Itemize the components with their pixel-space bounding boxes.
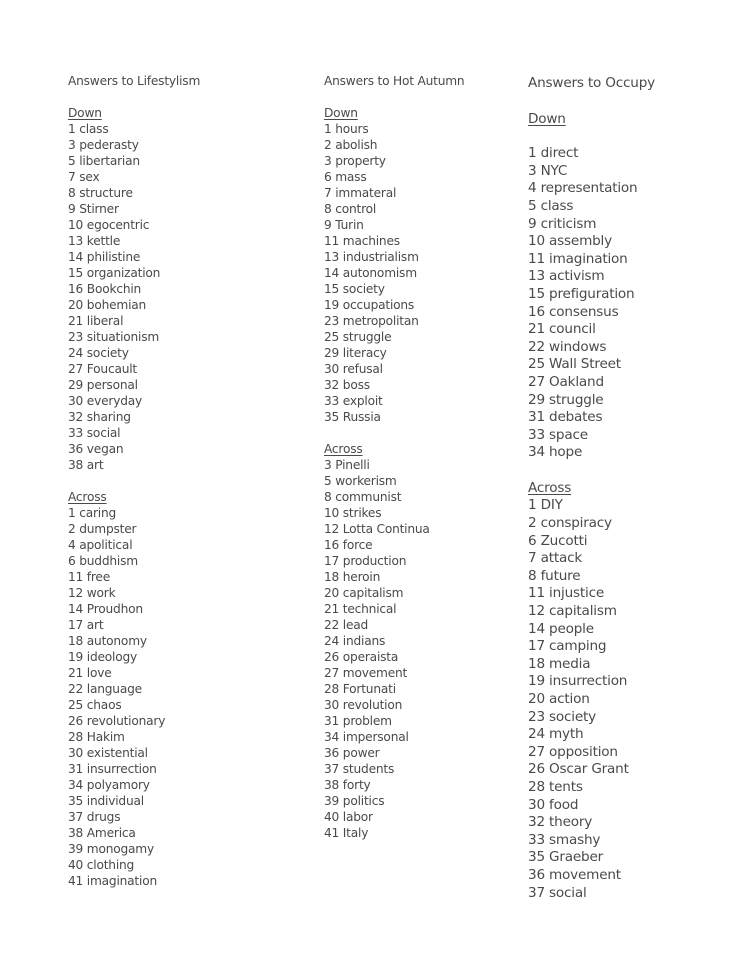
answer-item: 28 Hakim (68, 730, 125, 744)
occupy-title: Answers to Occupy (528, 75, 655, 91)
answer-item: 22 windows (528, 338, 607, 355)
answer-item: 30 food (528, 796, 579, 813)
answer-item: 31 insurrection (68, 762, 157, 776)
answer-item: 40 clothing (68, 858, 135, 872)
answer-item: 7 immateral (324, 186, 397, 200)
answer-item: 18 autonomy (68, 634, 147, 648)
occupy-down-list (528, 145, 738, 462)
answer-item: 2 abolish (324, 138, 378, 152)
answer-item: 9 criticism (528, 215, 597, 232)
answer-item: 22 language (68, 682, 142, 696)
answer-item: 33 smashy (528, 831, 601, 848)
lifestylism-down-list (68, 121, 298, 473)
answer-item: 35 Russia (324, 410, 381, 424)
answer-item: 10 egocentric (68, 218, 150, 232)
answer-item: 17 art (68, 618, 104, 632)
answer-item: 36 vegan (68, 442, 124, 456)
answer-item: 23 society (528, 708, 597, 725)
answer-item: 14 Proudhon (68, 602, 143, 616)
answer-item: 24 society (68, 346, 129, 360)
answer-item: 28 Fortunati (324, 682, 396, 696)
hot-autumn-across-section (324, 441, 524, 841)
answer-item: 28 tents (528, 778, 583, 795)
answer-item: 8 future (528, 567, 581, 584)
answer-item: 10 assembly (528, 233, 612, 250)
answer-item: 20 action (528, 691, 590, 707)
answer-item: 23 metropolitan (324, 314, 419, 328)
hot-autumn-title: Answers to Hot Autumn (324, 74, 465, 88)
answer-item: 27 Oakland (528, 373, 604, 390)
answer-item: 6 buddhism (68, 554, 138, 568)
answer-item: 7 attack (528, 550, 583, 567)
answer-item: 37 students (324, 762, 395, 776)
answer-item: 30 refusal (324, 362, 383, 376)
answer-item: 30 existential (68, 746, 148, 760)
answer-item: 14 autonomism (324, 266, 417, 280)
hot-autumn-across-heading: Across (324, 442, 363, 456)
answer-item: 27 movement (324, 666, 408, 680)
answer-item: 4 representation (528, 180, 638, 197)
answer-item: 22 lead (324, 618, 369, 632)
answer-item: 33 exploit (324, 394, 383, 408)
occupy-across-list (528, 497, 738, 902)
answer-item: 1 class (68, 122, 109, 136)
answer-item: 21 love (68, 666, 112, 680)
answer-item: 38 forty (324, 778, 371, 792)
answer-item: 18 media (528, 655, 591, 672)
answer-item: 34 impersonal (324, 730, 409, 744)
answer-item: 1 hours (324, 122, 369, 136)
answer-item: 17 production (324, 554, 407, 568)
answer-item: 2 dumpster (68, 522, 137, 536)
answer-item: 34 hope (528, 444, 583, 461)
answer-item: 15 society (324, 282, 385, 296)
answer-item: 1 direct (528, 145, 579, 162)
answer-item: 26 operaista (324, 650, 399, 664)
answer-item: 13 industrialism (324, 250, 419, 264)
answer-item: 6 Zucotti (528, 532, 588, 549)
answer-item: 20 bohemian (68, 298, 147, 312)
answer-item: 8 control (324, 202, 377, 216)
answer-item: 5 libertarian (68, 154, 140, 168)
answer-item: 9 Stirner (68, 202, 119, 216)
answer-item: 41 Italy (324, 826, 369, 840)
answer-item: 10 strikes (324, 506, 382, 520)
answer-item: 35 individual (68, 794, 144, 808)
hot-autumn-down-heading: Down (324, 106, 358, 120)
answer-item: 29 struggle (528, 391, 604, 408)
answer-item: 16 Bookchin (68, 282, 142, 296)
occupy-across-heading: Across (528, 479, 572, 496)
answer-item: 5 workerism (324, 474, 397, 488)
answer-item: 14 philistine (68, 250, 141, 264)
answer-item: 3 pederasty (68, 138, 139, 152)
answer-item: 31 problem (324, 714, 392, 728)
answer-item: 13 kettle (68, 234, 121, 248)
answer-item: 25 Wall Street (528, 356, 621, 373)
answer-item: 12 work (68, 586, 116, 600)
answer-item: 38 art (68, 458, 104, 472)
answer-item: 19 ideology (68, 650, 138, 664)
lifestylism-across-list (68, 505, 298, 889)
answer-item: 3 property (324, 154, 386, 168)
answer-item: 37 drugs (68, 810, 121, 824)
answer-item: 24 myth (528, 726, 584, 743)
answer-item: 13 activism (528, 268, 605, 285)
answer-item: 11 injustice (528, 585, 605, 602)
answer-item: 33 space (528, 426, 588, 443)
answer-item: 1 DIY (528, 497, 563, 514)
answer-item: 17 camping (528, 638, 607, 655)
lifestylism-column (68, 73, 298, 905)
answer-item: 26 Oscar Grant (528, 761, 629, 778)
answer-item: 30 everyday (68, 394, 143, 408)
answer-item: 27 opposition (528, 743, 618, 760)
lifestylism-title: Answers to Lifestylism (68, 74, 201, 88)
answer-item: 18 heroin (324, 570, 381, 584)
answer-item: 30 revolution (324, 698, 403, 712)
answer-item: 32 sharing (68, 410, 131, 424)
answer-item: 5 class (528, 197, 574, 214)
answer-item: 21 liberal (68, 314, 124, 328)
answer-item: 11 machines (324, 234, 400, 248)
answer-item: 21 technical (324, 602, 397, 616)
answer-item: 8 structure (68, 186, 133, 200)
occupy-down-section (528, 111, 738, 462)
answer-item: 26 revolutionary (68, 714, 166, 728)
answer-item: 29 literacy (324, 346, 387, 360)
answer-item: 8 communist (324, 490, 402, 504)
lifestylism-across-section (68, 489, 298, 889)
hot-autumn-across-list (324, 457, 524, 841)
answer-item: 12 Lotta Continua (324, 522, 430, 536)
lifestylism-down-section (68, 105, 298, 473)
answer-item: 15 prefiguration (528, 285, 635, 302)
answer-item: 39 monogamy (68, 842, 154, 856)
answer-item: 36 movement (528, 866, 621, 883)
answer-item: 25 chaos (68, 698, 122, 712)
answer-item: 32 theory (528, 814, 593, 831)
answer-item: 16 consensus (528, 303, 619, 320)
hot-autumn-down-section (324, 105, 524, 425)
answer-item: 29 personal (68, 378, 138, 392)
answer-item: 1 caring (68, 506, 117, 520)
occupy-across-section (528, 480, 738, 902)
occupy-column (528, 73, 738, 920)
answer-item: 32 boss (324, 378, 370, 392)
answer-item: 23 situationism (68, 330, 160, 344)
hot-autumn-down-list (324, 121, 524, 425)
answer-item: 41 imagination (68, 874, 157, 888)
answer-item: 3 NYC (528, 162, 568, 179)
answer-item: 19 occupations (324, 298, 415, 312)
answer-item: 31 debates (528, 409, 603, 426)
answer-item: 11 imagination (528, 250, 628, 267)
answer-item: 38 America (68, 826, 136, 840)
answer-item: 6 mass (324, 170, 367, 184)
answer-item: 7 sex (68, 170, 100, 184)
answer-item: 39 politics (324, 794, 385, 808)
answer-item: 4 apolitical (68, 538, 133, 552)
answer-item: 27 Foucault (68, 362, 137, 376)
answer-item: 16 force (324, 538, 373, 552)
answer-item: 21 council (528, 321, 596, 338)
lifestylism-down-heading: Down (68, 106, 102, 120)
answer-item: 2 conspiracy (528, 515, 612, 532)
hot-autumn-column (324, 73, 524, 857)
answer-item: 14 people (528, 620, 594, 637)
answer-item: 9 Turin (324, 218, 364, 232)
answer-item: 33 social (68, 426, 121, 440)
occupy-down-heading: Down (528, 110, 566, 127)
answer-item: 20 capitalism (324, 586, 404, 600)
answer-item: 25 struggle (324, 330, 392, 344)
answer-item: 34 polyamory (68, 778, 150, 792)
answer-item: 19 insurrection (528, 673, 628, 690)
answer-item: 36 power (324, 746, 380, 760)
answer-item: 40 labor (324, 810, 373, 824)
answer-item: 11 free (68, 570, 111, 584)
answer-item: 3 Pinelli (324, 458, 370, 472)
answer-item: 15 organization (68, 266, 161, 280)
answer-item: 12 capitalism (528, 603, 617, 620)
answer-item: 24 indians (324, 634, 386, 648)
answer-item: 37 social (528, 884, 587, 901)
answer-item: 35 Graeber (528, 849, 604, 866)
lifestylism-across-heading: Across (68, 490, 107, 504)
